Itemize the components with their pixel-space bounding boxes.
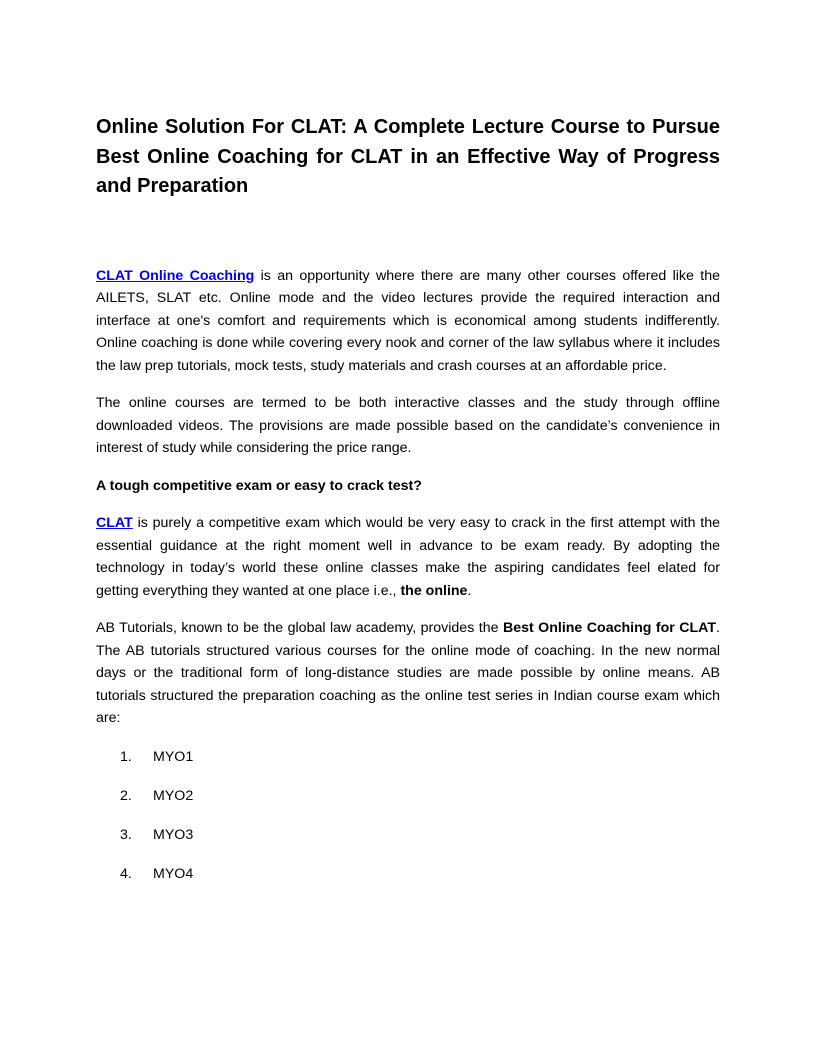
- paragraph-clat-exam: [96, 512, 720, 602]
- clat-online-coaching-link[interactable]: CLAT Online Coaching: [96, 267, 255, 284]
- paragraph-2-text: The online courses are termed to be both interactive classes and the study through offline downloaded videos. The provisions are made possible based on the candidate’s convenience in interest of study while considering the price range.: [96, 395, 720, 456]
- paragraph-online-courses: [96, 392, 720, 460]
- list-number: 4.: [120, 865, 132, 882]
- title-bold-part1: Online Solution For CLAT: [96, 116, 341, 138]
- list-item: [96, 824, 720, 847]
- list-label: MYO3: [153, 826, 194, 843]
- paragraph-4-bold: Best Online Coaching for CLAT: [502, 620, 717, 636]
- paragraph-1-text: is an opportunity where there are many other courses offered like the AILETS, SLAT etc. Online mode and the video lectures provide the required interaction and interface at one's comfort and requirements which is economical among students indifferently. Online coaching is done while covering every nook and corner of the law syllabus where it includes the law prep tutorials, mock tests, study materials and crash courses at an affordable price.: [96, 267, 720, 374]
- clat-link[interactable]: CLAT: [96, 515, 133, 531]
- document-page: [96, 113, 720, 902]
- paragraph-4-text1: AB Tutorials, known to be the global law academy, provides the: [96, 620, 503, 636]
- title-part2: : A Complete Lecture Course to Pursue: [340, 116, 720, 138]
- list-number: 1.: [120, 748, 132, 765]
- title-part4: in an Effective Way of Progress and Preparation: [96, 145, 720, 197]
- list-item: [96, 785, 720, 808]
- list-number: 2.: [120, 787, 132, 804]
- title-bold-part3: Best Online Coaching for CLAT: [96, 145, 403, 168]
- list-number: 3.: [120, 826, 132, 843]
- paragraph-ab-tutorials: [96, 617, 720, 730]
- list-label: MYO2: [153, 787, 194, 804]
- list-item: [96, 746, 720, 769]
- test-series-list: [96, 746, 720, 886]
- paragraph-3-bold: the online: [400, 582, 468, 599]
- list-label: MYO4: [153, 865, 194, 882]
- document-title: [96, 113, 720, 202]
- section-heading-tough-exam: A tough competitive exam or easy to crack test?: [96, 477, 422, 494]
- paragraph-clat-online-coaching: [96, 265, 720, 378]
- paragraph-3-text: is purely a competitive exam which would be very easy to crack in the first attempt with the essential guidance at the right moment well in advance to be exam ready. By adopting the technology in today’s world these online classes make the aspiring candidates feel elated for getting everything they wanted at one place i.e.,: [96, 515, 720, 599]
- list-item: [96, 863, 720, 886]
- paragraph-4-text2: . The AB tutorials structured various courses for the online mode of coaching. In the new normal days or the traditional form of long-distance studies are made possible by online means. AB tutorials structured the preparation coaching as the online test series in Indian course exam which are:: [96, 620, 720, 726]
- paragraph-3-end: .: [467, 582, 472, 599]
- list-label: MYO1: [153, 748, 194, 765]
